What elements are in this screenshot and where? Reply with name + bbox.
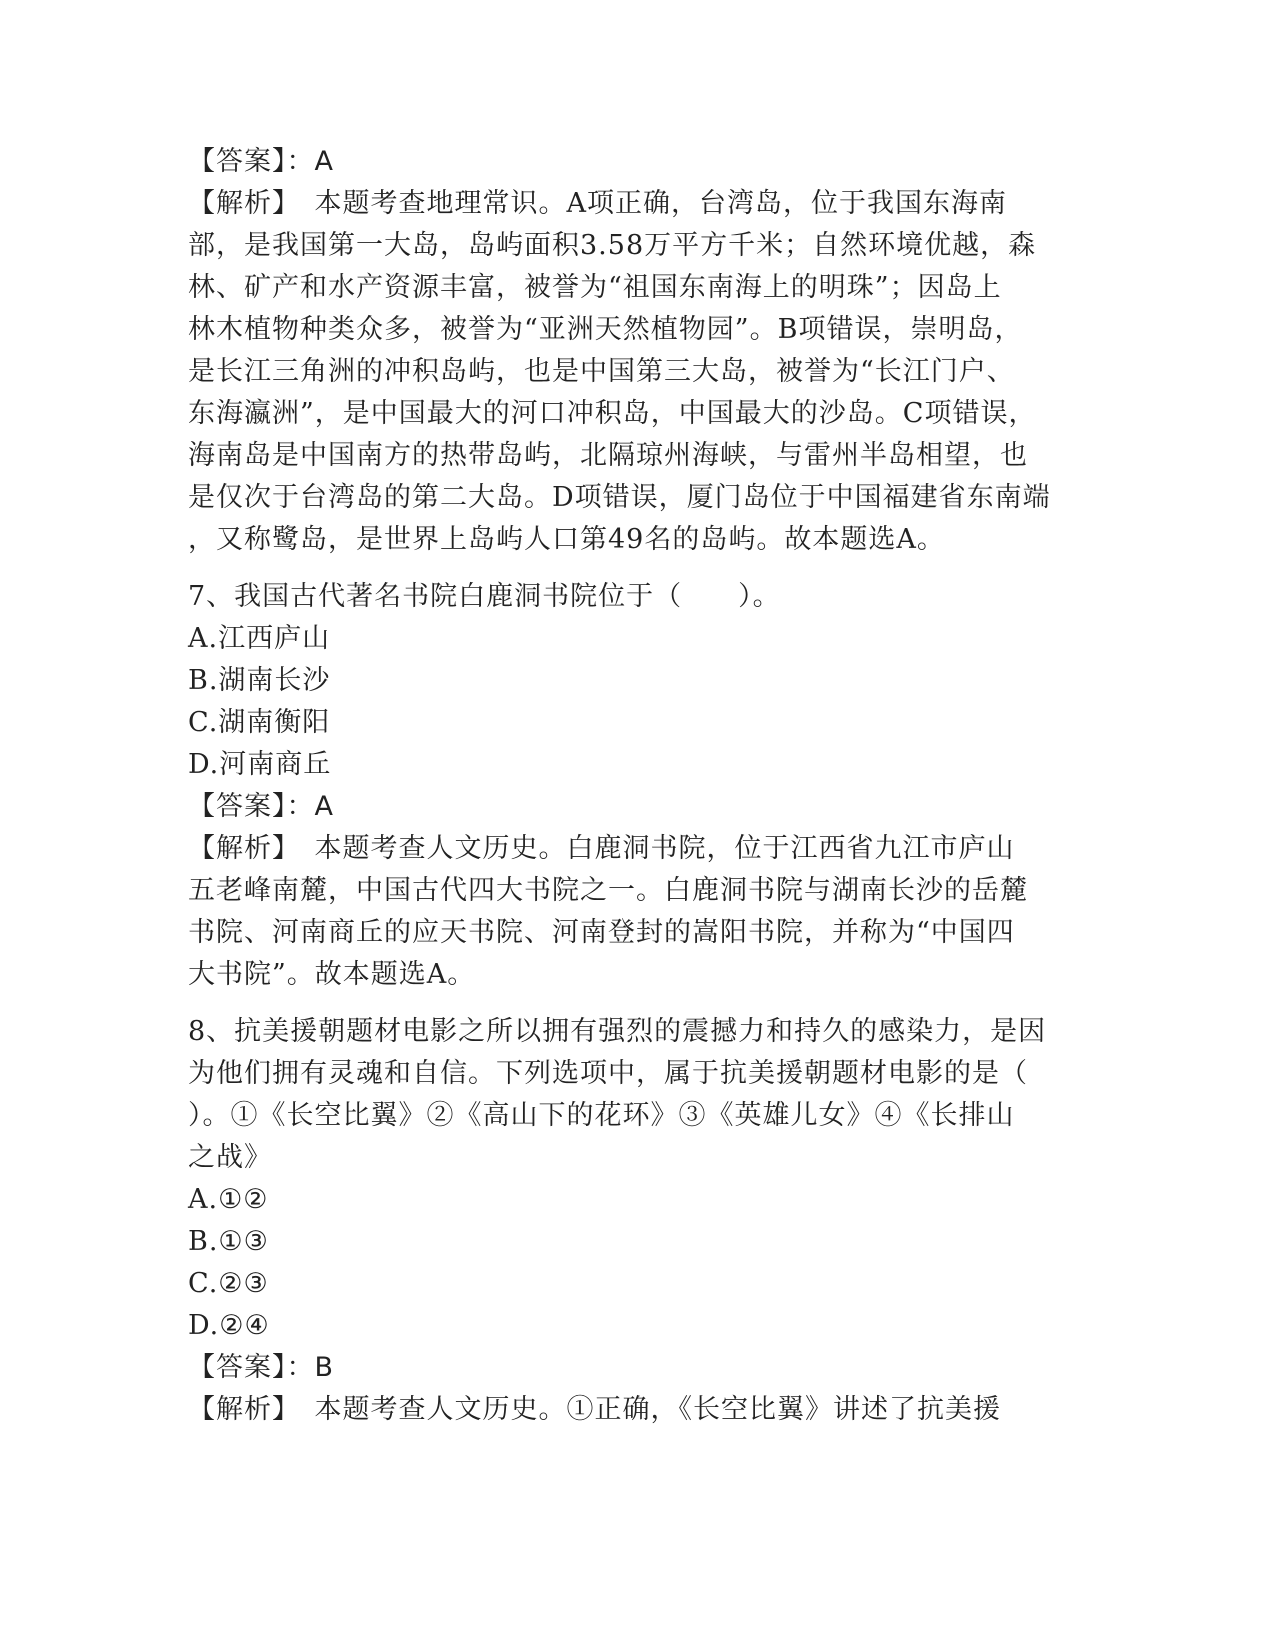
analysis-line: 书院、河南商丘的应天书院、河南登封的嵩阳书院，并称为“中国四 [188,917,1015,948]
analysis-line: 东海瀛洲”，是中国最大的河口冲积岛，中国最大的沙岛。C项错误， [188,398,1037,429]
question-7-text: 7、我国古代著名书院白鹿洞书院位于（ ）。 [188,581,781,612]
analysis-line: 大书院”。故本题选A。 [188,959,476,990]
option-b: B.①③ [188,1226,269,1257]
answer-line: 【答案】：B [188,1352,335,1383]
analysis-line: 是仅次于台湾岛的第二大岛。D项错误，厦门岛位于中国福建省东南端 [188,482,1051,513]
option-d: D.河南商丘 [188,749,332,780]
analysis-line: 林木植物种类众多，被誉为“亚洲天然植物园”。B项错误，崇明岛， [188,314,1023,345]
option-c: C.②③ [188,1268,269,1299]
analysis-line: 五老峰南麓，中国古代四大书院之一。白鹿洞书院与湖南长沙的岳麓 [188,875,1028,906]
question-8-text: ）。①《长空比翼》②《高山下的花环》③《英雄儿女》④《长排山 [188,1100,1015,1131]
answer-line: 【答案】：A [188,791,334,822]
option-c: C.湖南衡阳 [188,707,331,738]
analysis-line: 【解析】 本题考查地理常识。A项正确，台湾岛，位于我国东海南 [188,188,1007,219]
option-a: A.江西庐山 [188,623,331,654]
question-8-text: 为他们拥有灵魂和自信。下列选项中，属于抗美援朝题材电影的是（ [188,1058,1028,1089]
analysis-line: 部，是我国第一大岛，岛屿面积3.58万平方千米；自然环境优越，森 [188,230,1037,261]
analysis-line: 林、矿产和水产资源丰富，被誉为“祖国东南海上的明珠”；因岛上 [188,272,1002,303]
option-d: D.②④ [188,1310,270,1341]
analysis-line: 【解析】 本题考查人文历史。白鹿洞书院，位于江西省九江市庐山 [188,833,1015,864]
question-8-text: 8、抗美援朝题材电影之所以拥有强烈的震撼力和持久的感染力，是因 [188,1016,1047,1047]
analysis-line: 海南岛是中国南方的热带岛屿，北隔琼州海峡，与雷州半岛相望，也 [188,440,1028,471]
analysis-line: ，又称鹭岛，是世界上岛屿人口第49名的岛屿。故本题选A。 [188,524,945,555]
question-8-text: 之战》 [188,1142,272,1173]
analysis-line: 是长江三角洲的冲积岛屿，也是中国第三大岛，被誉为“长江门户、 [188,356,1015,387]
analysis-line: 【解析】 本题考查人文历史。①正确，《长空比翼》讲述了抗美援 [188,1394,1001,1425]
option-b: B.湖南长沙 [188,665,331,696]
answer-line: 【答案】：A [188,146,334,177]
option-a: A.①② [188,1184,269,1215]
